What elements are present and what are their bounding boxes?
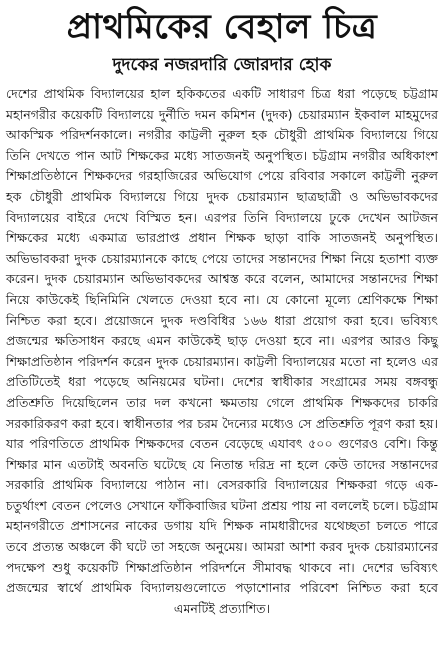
subheadline: দুদকের নজরদারি জোরদার হোক (112, 55, 332, 75)
headline: প্রাথমিকের বেহাল চিত্র (66, 7, 378, 47)
article-body: দেশের প্রাথমিক বিদ্যালয়ের হাল হকিকতের একটি সাধারণ চিত্র ধরা পড়েছে চট্টগ্রাম মহানগরীর কয়েকটি বিদ্যালয়ে দুর্নীতি দমন কমিশন (দুদক) চেয়ারম্যান ইকবাল মাহমুদের আকস্মিক পরিদর্শনকালে। নগরীর কাট্টলী নুরুল হক চৌধুরী প্রাথমিক বিদ্যালয়ে গিয়ে তিনি দেখতে পান আট শিক্ষকের মধ্যে সাতজনই অনুপস্থিত। চট্টগ্রাম নগরীর অধিকাংশ শিক্ষাপ্রতিষ্ঠানে শিক্ষকদের গরহাজিরের অভিযোগ পেয়ে রবিবার সকালে কাট্টলী নুরুল হক চৌধুরী প্রাথমিক বিদ্যালয়ে গিয়ে দুদক চেয়ারম্যান ছাত্রছাত্রী ও অভিভাবকদের বিদ্যালয়ের বাইরে দেখে বিস্মিত হন। এরপর তিনি বিদ্যালয়ে ঢুকে দেখেন আটজন শিক্ষকের মধ্যে একমাত্র ভারপ্রাপ্ত প্রধান শিক্ষক ছাড়া বাকি সাতজনই অনুপস্থিত। অভিভাবকরা দুদক চেয়ারম্যানকে কাছে পেয়ে তাদের সন্তানদের শিক্ষা নিয়ে হতাশা ব্যক্ত করেন। দুদক চেয়ারম্যান অভিভাবকদের আশ্বস্ত করে বলেন, আমাদের সন্তানদের শিক্ষা নিয়ে কাউকেই ছিনিমিনি খেলতে দেওয়া হবে না। যে কোনো মূল্যে শ্রেণিকক্ষে শিক্ষা নিশ্চিত করা হবে। প্রয়োজনে দুদক দণ্ডবিধির ১৬৬ ধারা প্রয়োগ করা হবে। ভবিষ্যৎ প্রজন্মের ক্ষতিসাধন করছে এমন কাউকেই ছাড় দেওয়া হবে না। এরপর আরও কিছু শিক্ষাপ্রতিষ্ঠান পরিদর্শন করেন দুদক চেয়ারম্যান। কাট্টলী বিদ্যালয়ের মতো না হলেও এর প্রতিটিতেই ধরা পড়েছে অনিয়মের ঘটনা। দেশের স্বাধীকার সংগ্রামের সময় বঙ্গবন্ধু প্রতিশ্রুতি দিয়েছিলেন তার দল কখনো ক্ষমতায় গেলে প্রাথমিক শিক্ষকদের চাকরি সরকারিকরণ করা হবে। স্বাধীনতার পর চরম দৈন্যের মধ্যেও সে প্রতিশ্রুতি পূরণ করা হয়। যার পরিণতিতে প্রাথমিক শিক্ষকদের বেতন বেড়েছে এযাবৎ ৫০০ গুণেরও বেশি। কিন্তু শিক্ষার মান এতটাই অবনতি ঘটেছে যে নিতান্ত দরিদ্র না হলে কেউ তাদের সন্তানদের সরকারি প্রাথমিক বিদ্যালয়ে পাঠান না। বেসরকারি বিদ্যালয়ের শিক্ষকরা গড়ে এক-চতুর্থাংশ বেতন পেলেও সেখানে ফাঁকিবাজির ঘটনা প্রশ্রয় পায় না বললেই চলে। চট্টগ্রাম মহানগরীতে প্রশাসনের নাকের ডগায় যদি শিক্ষক নামধারীদের যথেচ্ছতা চলতে পারে তবে প্রত্যন্ত অঞ্চলে কী ঘটে তা সহজে অনুমেয়। আমরা আশা করব দুদক চেয়ারম্যানের পদক্ষেপ শুধু কয়েকটি শিক্ষাপ্রতিষ্ঠান পরিদর্শনে সীমাবদ্ধ থাকবে না। দেশের ভবিষ্যৎ প্রজন্মের স্বার্থে প্রাথমিক বিদ্যালয়গুলোতে পড়াশোনার পরিবেশ নিশ্চিত করা হবে এমনটিই প্রত্যাশিত। (6, 86, 438, 616)
